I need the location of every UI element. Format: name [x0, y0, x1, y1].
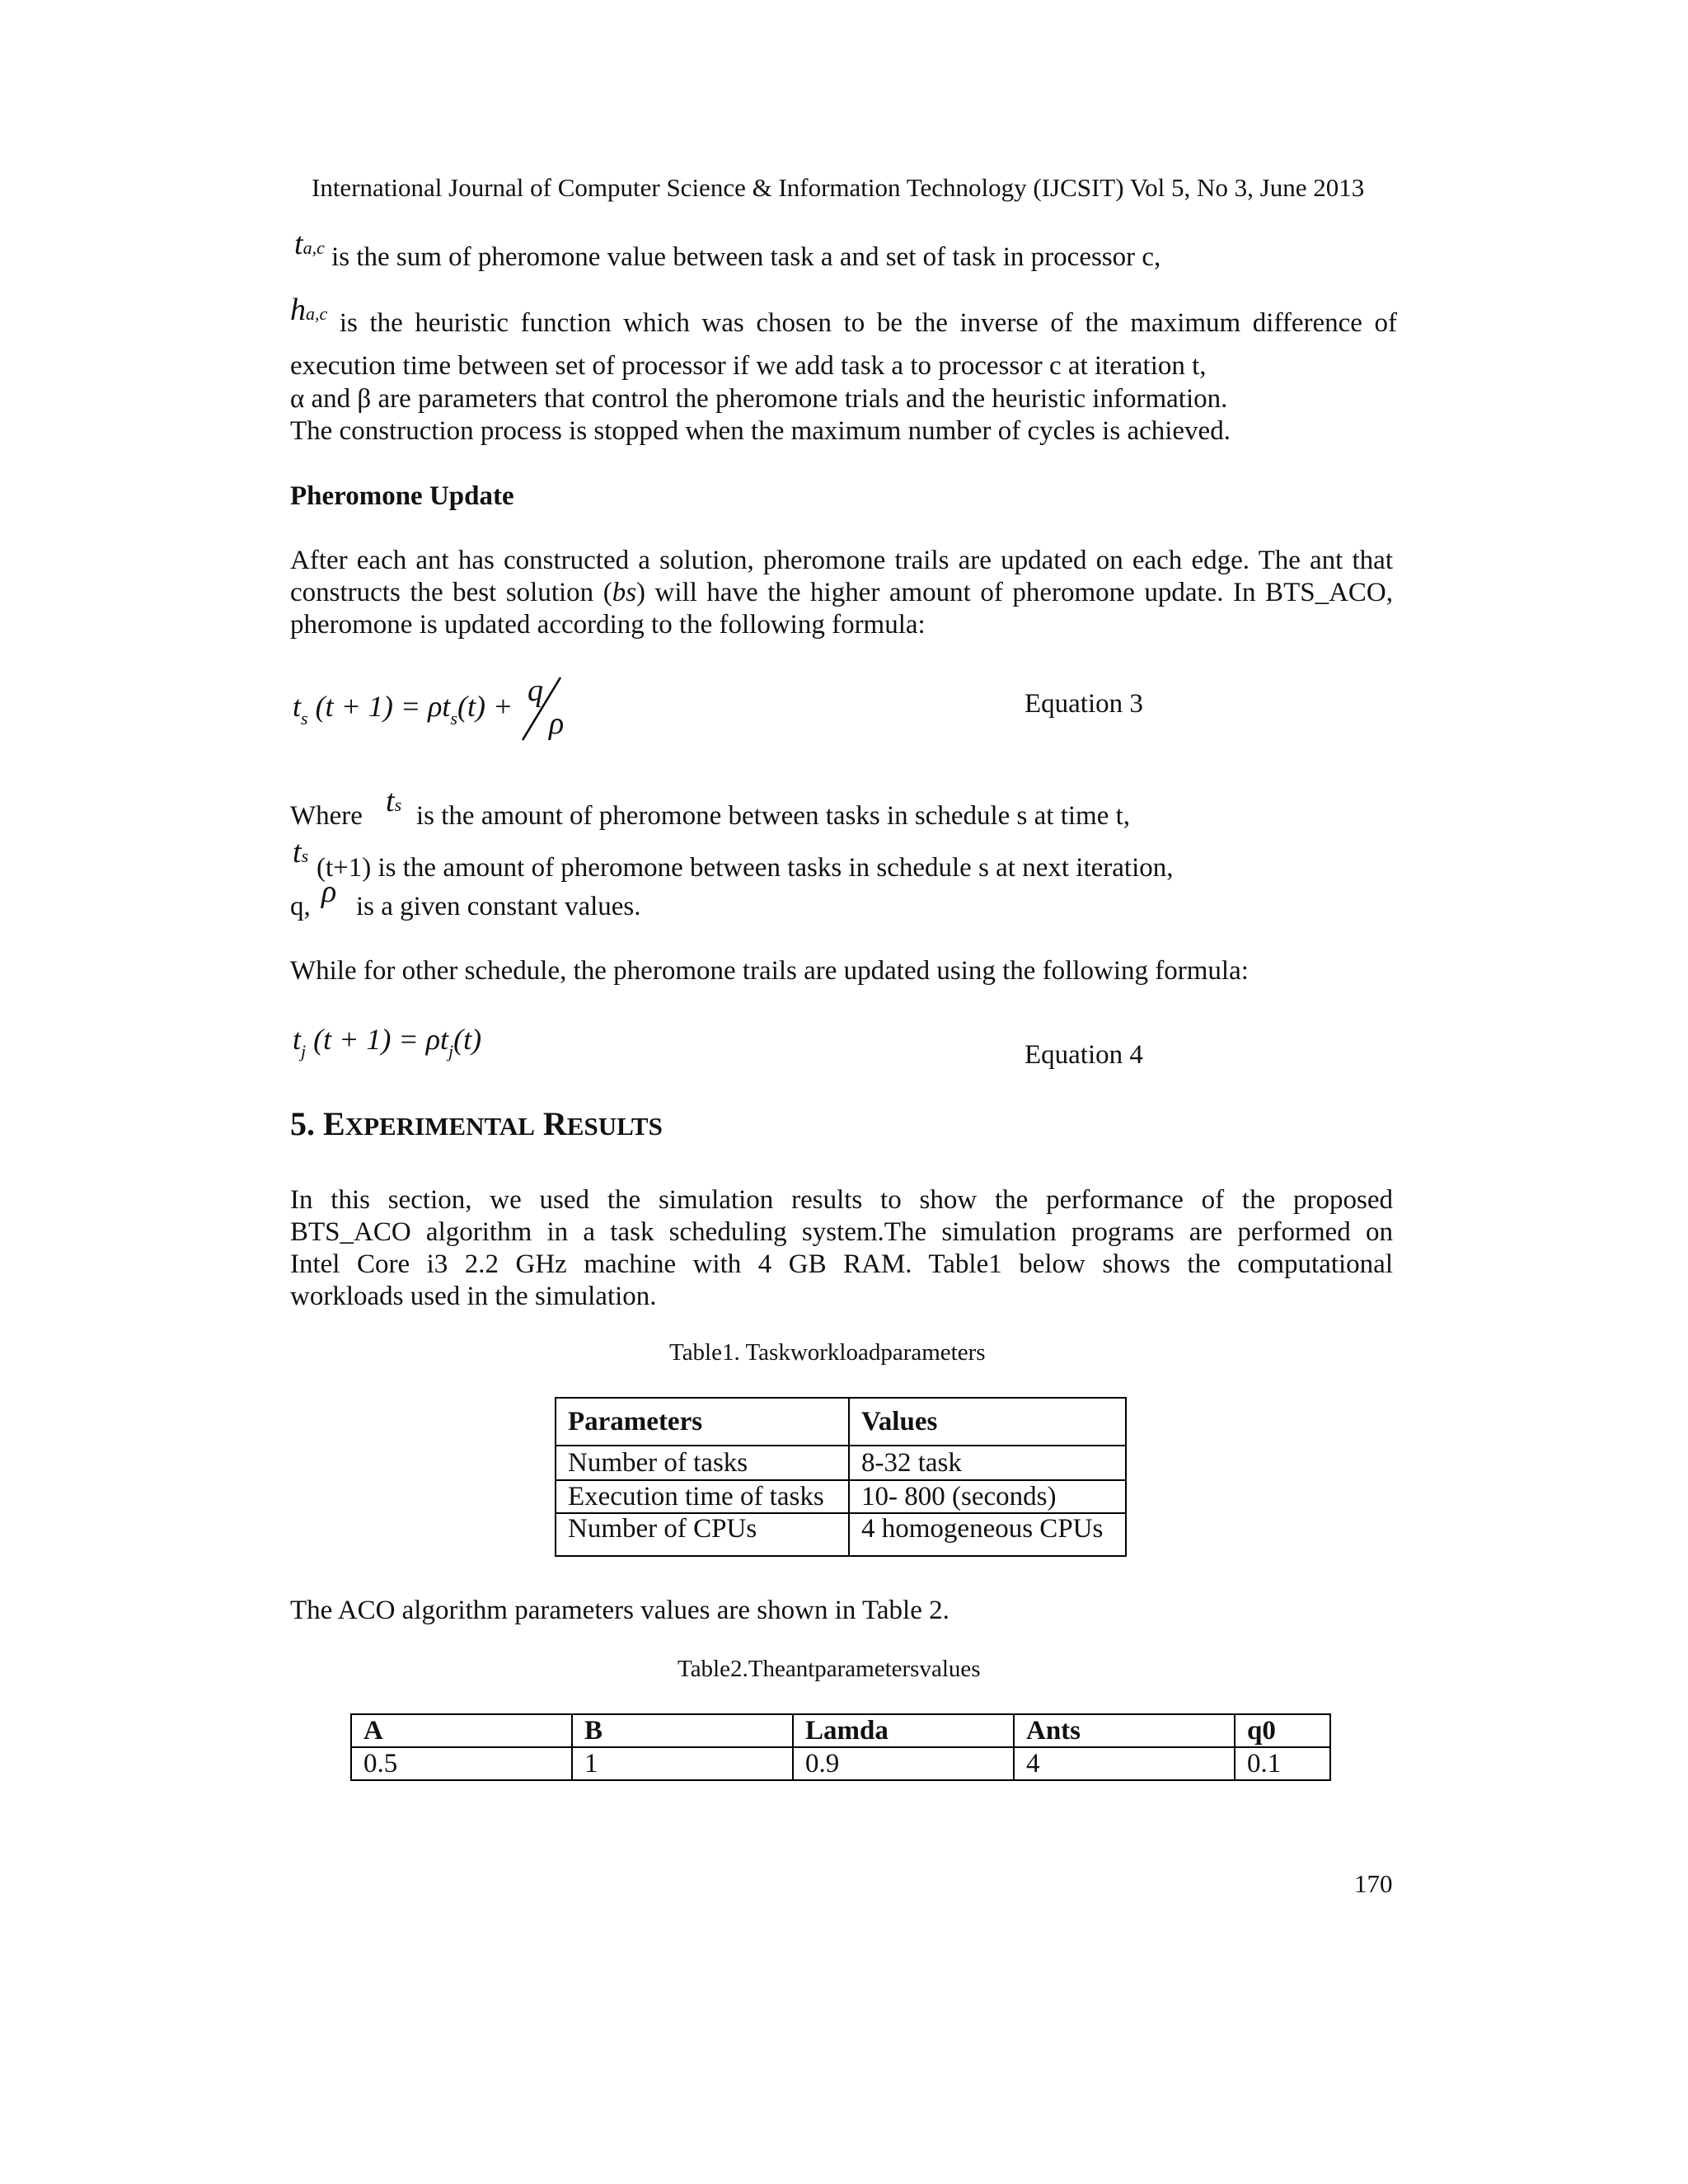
- table2-cell: 1: [572, 1747, 793, 1780]
- ts-symbol: t: [386, 784, 395, 818]
- table-row: [556, 1513, 1126, 1556]
- tac-subscript: a,c: [302, 237, 325, 258]
- table2-header-row: [351, 1714, 1330, 1747]
- pheromone-para-line1: After each ant has constructed a solution, pheromone trails are updated on each edge. The ant that: [290, 546, 1393, 575]
- table2-header-cell: q0: [1235, 1714, 1330, 1747]
- q-text: is a given constant values.: [356, 892, 641, 921]
- equation-4-label: Equation 4: [1025, 1040, 1143, 1070]
- section-5-heading: [290, 1104, 663, 1143]
- heading-w1-cap: E: [323, 1105, 345, 1142]
- para-line2-start: constructs the best solution (: [290, 578, 612, 607]
- pheromone-para-line3: pheromone is updated according to the following formula:: [290, 610, 926, 640]
- ts-symbol-wrap: [386, 785, 401, 822]
- table-row: [556, 1480, 1126, 1513]
- eq3-q: q: [528, 673, 543, 708]
- hac-definition-line1: [290, 293, 1398, 342]
- equation-4: [293, 1022, 482, 1062]
- hac-definition-line2: execution time between set of processor if we add task a to processor c at iteration t,: [290, 351, 1207, 381]
- rho-sym: ρ: [321, 874, 337, 909]
- section-number: 5.: [290, 1105, 323, 1142]
- equation-3: [293, 689, 513, 729]
- section5-para-line4: workloads used in the simulation.: [290, 1282, 657, 1311]
- q-prefix: q,: [290, 892, 311, 921]
- table2-cell: 0.9: [793, 1747, 1014, 1780]
- section5-para-line1: In this section, we used the simulation results to show the performance of the proposed: [290, 1185, 1393, 1215]
- eq4-mid2: (t): [453, 1023, 482, 1056]
- where-word: Where: [290, 801, 363, 831]
- table1-header-cell: Parameters: [556, 1398, 849, 1446]
- hac-symbol: h: [290, 293, 306, 327]
- table1-cell: 10- 800 (seconds): [849, 1480, 1126, 1513]
- table-row: [351, 1747, 1330, 1780]
- para-line2-end: ) will have the higher amount of pheromone update. In BTS_ACO,: [636, 578, 1393, 607]
- section5-para-line2: BTS_ACO algorithm in a task scheduling system.The simulation programs are performed on: [290, 1217, 1393, 1247]
- eq3-rho: ρ: [549, 706, 565, 741]
- rho-symbol: [321, 875, 336, 910]
- tac-text: is the sum of pheromone value between task a and set of task in processor c,: [331, 242, 1161, 272]
- ts1-text: (t+1) is the amount of pheromone between tasks in schedule s at next iteration,: [316, 853, 1174, 883]
- eq3-mid2: (t) +: [457, 690, 513, 723]
- heading-w2-cap: R: [542, 1105, 567, 1142]
- hac-subscript: a,c: [306, 303, 328, 324]
- heading-w2-rest: ESULTS: [566, 1112, 663, 1141]
- equation-3-label: Equation 3: [1025, 689, 1143, 719]
- ts-text: is the amount of pheromone between tasks in schedule s at time t,: [416, 801, 1131, 831]
- table1-cell: Number of CPUs: [556, 1513, 849, 1556]
- ts-subscript: s: [394, 794, 402, 815]
- table2-cell: 0.1: [1235, 1747, 1330, 1780]
- table1-cell: Number of tasks: [556, 1446, 849, 1480]
- tac-definition: [294, 227, 1161, 276]
- eq4-lhs: t: [293, 1023, 302, 1056]
- bs-italic: bs: [612, 578, 637, 607]
- table2-caption: Table2.Theantparametersvalues: [678, 1656, 981, 1682]
- other-schedule-line: While for other schedule, the pheromone trails are updated using the following formula:: [290, 956, 1249, 986]
- eq3-mid-sub: s: [450, 708, 457, 729]
- table1-caption: Table1. Taskworkloadparameters: [669, 1339, 986, 1366]
- construction-line: The construction process is stopped when the maximum number of cycles is achieved.: [290, 416, 1231, 446]
- ts1-symbol-wrap: [293, 836, 308, 873]
- table2-cell: 0.5: [351, 1747, 572, 1780]
- table1-cell: 4 homogeneous CPUs: [849, 1513, 1126, 1556]
- ts1-symbol: t: [293, 835, 302, 869]
- pheromone-para-line2: [290, 576, 1393, 609]
- aco-parameters-line: The ACO algorithm parameters values are shown in Table 2.: [290, 1596, 950, 1625]
- hac-text-1: is the heuristic function which was chosen to be the inverse of the maximum difference of: [339, 308, 1398, 338]
- table2: [350, 1713, 1331, 1781]
- table-row: [556, 1446, 1126, 1480]
- alpha-beta-line: α and β are parameters that control the pheromone trials and the heuristic information.: [290, 384, 1228, 414]
- eq3-lhs: t: [293, 690, 302, 723]
- table2-cell: 4: [1014, 1747, 1235, 1780]
- table1-header-row: [556, 1398, 1126, 1446]
- eq3-mid1: (t + 1) = ρt: [315, 690, 451, 723]
- pheromone-update-heading: Pheromone Update: [290, 481, 514, 511]
- eq4-mid-sub: j: [448, 1041, 454, 1062]
- table2-header-cell: Ants: [1014, 1714, 1235, 1747]
- heading-w1-rest: XPERIMENTAL: [345, 1112, 535, 1141]
- table2-header-cell: A: [351, 1714, 572, 1747]
- table2-header-cell: Lamda: [793, 1714, 1014, 1747]
- page-number: 170: [1354, 1869, 1393, 1898]
- running-header: International Journal of Computer Science & Information Technology (IJCSIT) Vol 5, No 3, June 2013: [312, 173, 1365, 202]
- eq3-lhs-sub: s: [301, 708, 308, 729]
- tac-symbol: t: [294, 227, 303, 261]
- table2-header-cell: B: [572, 1714, 793, 1747]
- table1-cell: Execution time of tasks: [556, 1480, 849, 1513]
- eq4-mid1: (t + 1) = ρt: [313, 1023, 448, 1056]
- section5-para-line3: Intel Core i3 2.2 GHz machine with 4 GB RAM. Table1 below shows the computational: [290, 1249, 1393, 1279]
- eq4-lhs-sub: j: [301, 1041, 307, 1062]
- ts1-subscript: s: [301, 846, 309, 866]
- table1: [555, 1397, 1127, 1557]
- where-line1: [290, 799, 363, 832]
- table1-cell: 8-32 task: [849, 1446, 1126, 1480]
- table1-header-cell: Values: [849, 1398, 1126, 1446]
